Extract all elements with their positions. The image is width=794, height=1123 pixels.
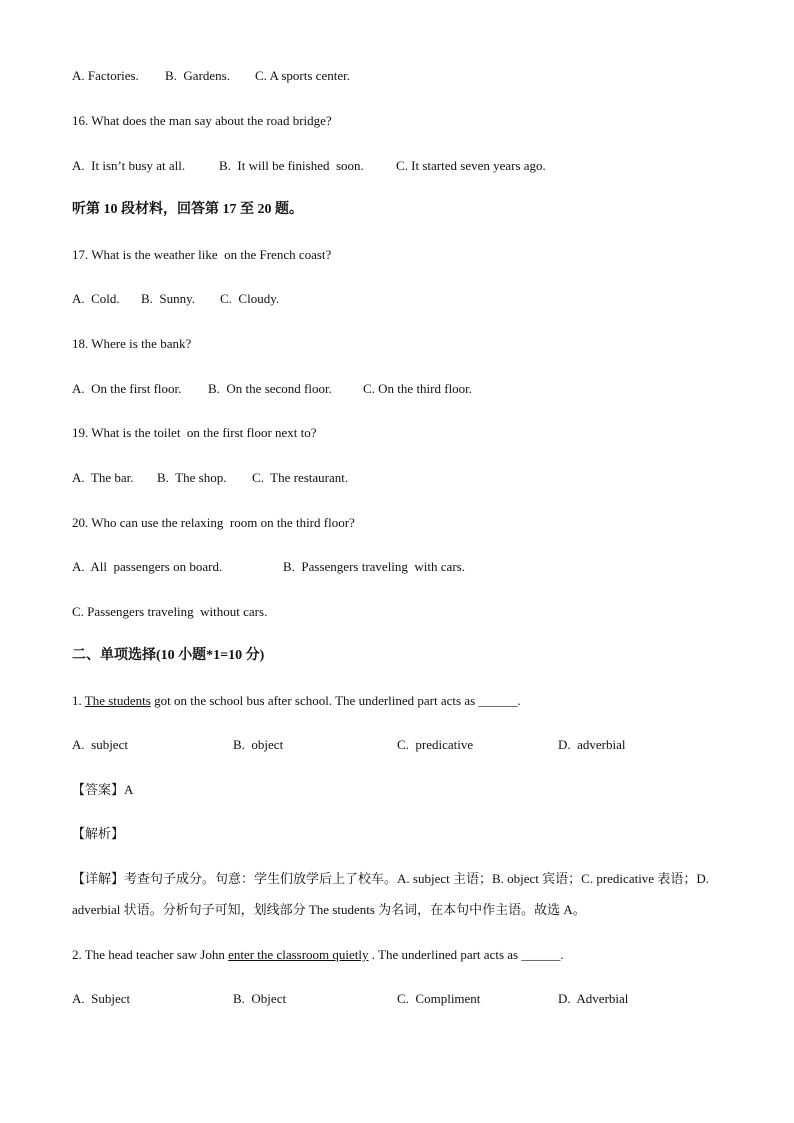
mc2-option-c: C. Compliment xyxy=(397,991,481,1006)
q18-question: 18. Where is the bank? xyxy=(72,336,192,351)
q17-option-b: B. Sunny. xyxy=(141,291,196,306)
mc1-option-a: A. subject xyxy=(72,737,128,752)
mc1-question xyxy=(72,692,521,710)
detail-label: 【详解】 xyxy=(72,871,125,886)
part2-heading: 二、单项选择(10 小题*1=10 分) xyxy=(72,648,265,663)
answer-value: A xyxy=(124,782,134,797)
q17-option-a: A. Cold. xyxy=(72,291,120,306)
q19-question: 19. What is the toilet on the first floor next to? xyxy=(72,425,317,440)
mc2-question-start: 2. The head teacher saw John xyxy=(72,947,229,962)
q16-question: 16. What does the man say about the road bridge? xyxy=(72,113,332,128)
mc1-number: 1. xyxy=(72,693,85,708)
section10-heading: 听第 10 段材料，回答第 17 至 20 题。 xyxy=(72,202,303,217)
q15-option-c: C. A sports center. xyxy=(255,68,350,83)
mc1-underlined-part: The students xyxy=(84,693,151,708)
mc1-detail xyxy=(72,863,732,925)
detail-text: 考查句子成分。句意：学生们放学后上了校车。A. subject 主语；B. object 宾语；C. predicative 表语；D. adverbial 状语。分析句子可知，划线部分 The students 为名词，在本句中作主语。故选 A。 xyxy=(72,871,709,917)
q18-option-c: C. On the third floor. xyxy=(363,381,473,396)
q17-option-c: C. Cloudy. xyxy=(220,291,280,306)
mc1-analysis-label: 【解析】 xyxy=(72,826,125,841)
mc1-option-d: D. adverbial xyxy=(558,737,626,752)
q19-option-b: B. The shop. xyxy=(157,470,227,485)
mc1-option-b: B. object xyxy=(233,737,284,752)
answer-label: 【答案】 xyxy=(72,782,125,797)
q15-option-b: B. Gardens. xyxy=(165,68,230,83)
q19-option-c: C. The restaurant. xyxy=(252,470,349,485)
mc2-question-rest: . The underlined part acts as ______. xyxy=(368,947,564,962)
q16-option-a: A. It isn’t busy at all. xyxy=(72,158,186,173)
mc1-option-c: C. predicative xyxy=(397,737,474,752)
q20-option-b: B. Passengers traveling with cars. xyxy=(283,559,465,574)
q16-option-b: B. It will be finished soon. xyxy=(219,158,364,173)
mc2-question xyxy=(72,946,564,964)
q18-option-a: A. On the first floor. xyxy=(72,381,182,396)
q20-question: 20. Who can use the relaxing room on the third floor? xyxy=(72,515,355,530)
q16-option-c: C. It started seven years ago. xyxy=(396,158,546,173)
q18-option-b: B. On the second floor. xyxy=(208,381,332,396)
q20-option-c: C. Passengers traveling without cars. xyxy=(72,604,268,619)
mc2-underlined-part: enter the classroom quietly xyxy=(228,947,369,962)
mc2-option-a: A. Subject xyxy=(72,991,131,1006)
q17-question: 17. What is the weather like on the French coast? xyxy=(72,247,332,262)
mc1-question-rest: got on the school bus after school. The underlined part acts as ______. xyxy=(150,693,521,708)
mc2-option-d: D. Adverbial xyxy=(558,991,629,1006)
mc2-option-b: B. Object xyxy=(233,991,287,1006)
q20-option-a: A. All passengers on board. xyxy=(72,559,223,574)
mc1-answer xyxy=(72,781,133,799)
q15-option-a: A. Factories. xyxy=(72,68,139,83)
q19-option-a: A. The bar. xyxy=(72,470,134,485)
